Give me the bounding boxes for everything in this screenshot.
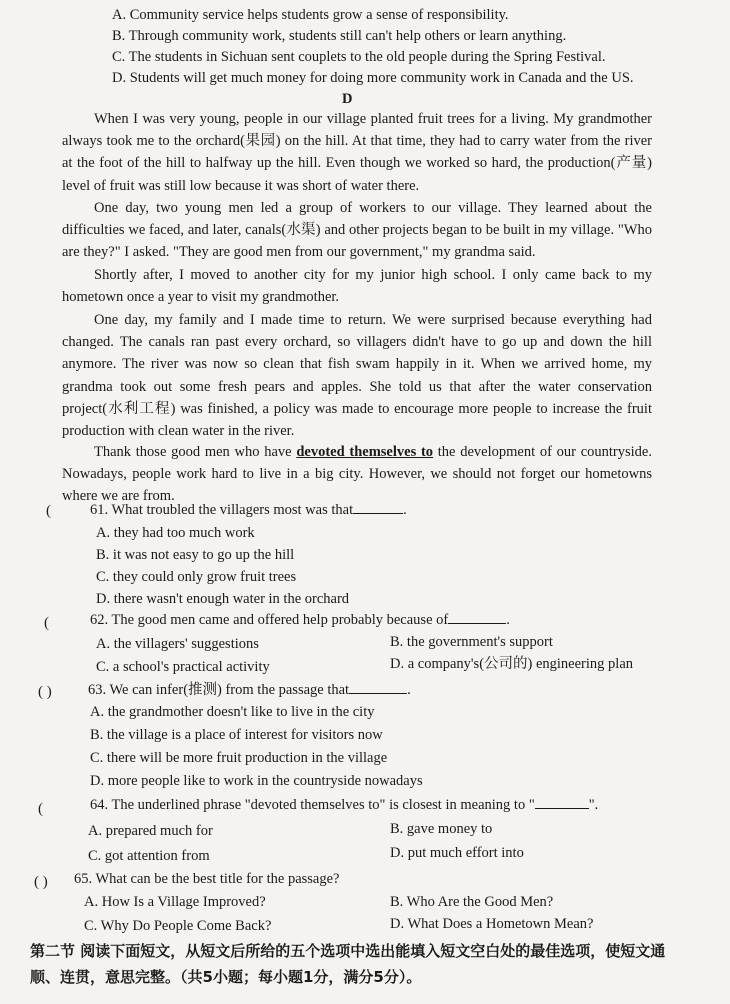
q63-stem-end: . bbox=[407, 682, 411, 698]
q63-option-a: A. the grandmother doesn't like to live in the city bbox=[90, 704, 375, 720]
passage-paragraph-5 bbox=[62, 441, 652, 508]
q63-option-b: B. the village is a place of interest for visitors now bbox=[90, 727, 383, 743]
q62-stem-end: . bbox=[506, 612, 510, 628]
prev-option-c: C. The students in Sichuan sent couplets to the old people during the Spring Festival. bbox=[112, 49, 606, 65]
q62-blank bbox=[448, 611, 506, 624]
q62-option-a: A. the villagers' suggestions bbox=[96, 636, 259, 652]
paragraph-2-text: One day, two young men led a group of workers to our village. They learned about the difficulties we faced, and later, canals(水渠) and other projects began to be built in my village. "Who are they?" I asked. "They are good men from our government," my grandma said. bbox=[62, 200, 652, 261]
q64-stem-end: ". bbox=[588, 797, 599, 813]
q63-stem bbox=[88, 680, 411, 700]
q64-stem bbox=[90, 795, 598, 815]
next-section-instructions: 第二节 阅读下面短文，从短文后所给的五个选项中选出能填入短文空白处的最佳选项，使短文通顺、连贯，意思完整。（共5小题；每小题1分，满分5分）。 bbox=[30, 942, 666, 986]
paragraph-5-text-before: Thank those good men who have bbox=[94, 444, 297, 460]
q64-option-c: C. got attention from bbox=[88, 848, 210, 864]
paragraph-1-text: When I was very young, people in our village planted fruit trees for a living. My grandmother always took me to the orchard(果园) on the hill. At that time, they had to carry water from the river at the foot of the hill to halfway up the hill. Even though we worked so hard, the production(产量) level of fruit was still low because it was short of water there. bbox=[62, 111, 652, 194]
paragraph-5-text-after: the development of our countryside. Nowadays, people work hard to live in a big city. However, we should not forget our hometowns where we are from. bbox=[62, 444, 652, 505]
q65-option-a: A. How Is a Village Improved? bbox=[84, 894, 266, 910]
q62-stem-text: 62. The good men came and offered help probably because of bbox=[90, 612, 449, 628]
q64-option-a: A. prepared much for bbox=[88, 823, 213, 839]
section-letter: D bbox=[342, 91, 353, 107]
q63-option-c: C. there will be more fruit production in the village bbox=[90, 750, 388, 766]
q63-answer-bracket[interactable]: ( ) bbox=[38, 684, 52, 700]
q63-blank bbox=[349, 681, 407, 694]
q65-answer-bracket[interactable]: ( ) bbox=[34, 874, 48, 890]
q65-option-b: B. Who Are the Good Men? bbox=[390, 894, 554, 910]
q62-option-b: B. the government's support bbox=[390, 634, 553, 650]
q62-option-c: C. a school's practical activity bbox=[96, 659, 270, 675]
q63-option-d: D. more people like to work in the countryside nowadays bbox=[90, 773, 423, 789]
passage-paragraph-4 bbox=[62, 309, 652, 442]
q64-option-d: D. put much effort into bbox=[390, 845, 524, 861]
underlined-phrase: devoted themselves to bbox=[296, 444, 434, 460]
q64-stem-text: 64. The underlined phrase "devoted themselves to" is closest in meaning to " bbox=[90, 797, 535, 813]
paragraph-3-text: Shortly after, I moved to another city for my junior high school. I only came back to my hometown once a year to visit my grandmother. bbox=[62, 267, 652, 306]
q64-blank bbox=[535, 796, 589, 809]
q61-stem-end: . bbox=[403, 502, 407, 518]
prev-option-a: A. Community service helps students grow a sense of responsibility. bbox=[112, 7, 509, 23]
q65-option-c: C. Why Do People Come Back? bbox=[84, 918, 272, 934]
q61-option-a: A. they had too much work bbox=[96, 525, 255, 541]
prev-option-b: B. Through community work, students still can't help others or learn anything. bbox=[112, 28, 567, 44]
passage-paragraph-3 bbox=[62, 264, 652, 308]
q61-stem bbox=[90, 500, 407, 520]
passage-paragraph-1 bbox=[62, 108, 652, 197]
q62-option-d: D. a company's(公司的) engineering plan bbox=[390, 656, 634, 672]
q65-stem: 65. What can be the best title for the passage? bbox=[74, 871, 340, 887]
q61-stem-text: 61. What troubled the villagers most was that bbox=[90, 502, 354, 518]
q61-blank bbox=[353, 501, 403, 514]
q63-stem-text: 63. We can infer(推测) from the passage that bbox=[88, 682, 350, 698]
q61-option-d: D. there wasn't enough water in the orchard bbox=[96, 591, 350, 607]
passage-paragraph-2 bbox=[62, 197, 652, 264]
q61-option-c: C. they could only grow fruit trees bbox=[96, 569, 297, 585]
prev-option-d: D. Students will get much money for doing more community work in Canada and the US. bbox=[112, 70, 634, 86]
q61-option-b: B. it was not easy to go up the hill bbox=[96, 547, 295, 563]
q62-answer-bracket[interactable]: ( bbox=[44, 615, 49, 631]
paragraph-4-text: One day, my family and I made time to return. We were surprised because everything had changed. The canals ran past every orchard, so villagers didn't have to go up and down the hill anymore. The river was now so clean that fish swam happily in it. When we arrived home, my grandma took out some fresh pears and apples. She told us that after the water conservation project(水利工程) was finished, a policy was made to encourage more people to increase the fruit production with clean water in the river. bbox=[62, 312, 652, 440]
q65-option-d: D. What Does a Hometown Mean? bbox=[390, 916, 594, 932]
q64-answer-bracket[interactable]: ( bbox=[38, 801, 43, 817]
q61-answer-bracket[interactable]: ( bbox=[46, 503, 51, 519]
q64-option-b: B. gave money to bbox=[390, 821, 493, 837]
q62-stem bbox=[90, 610, 510, 630]
